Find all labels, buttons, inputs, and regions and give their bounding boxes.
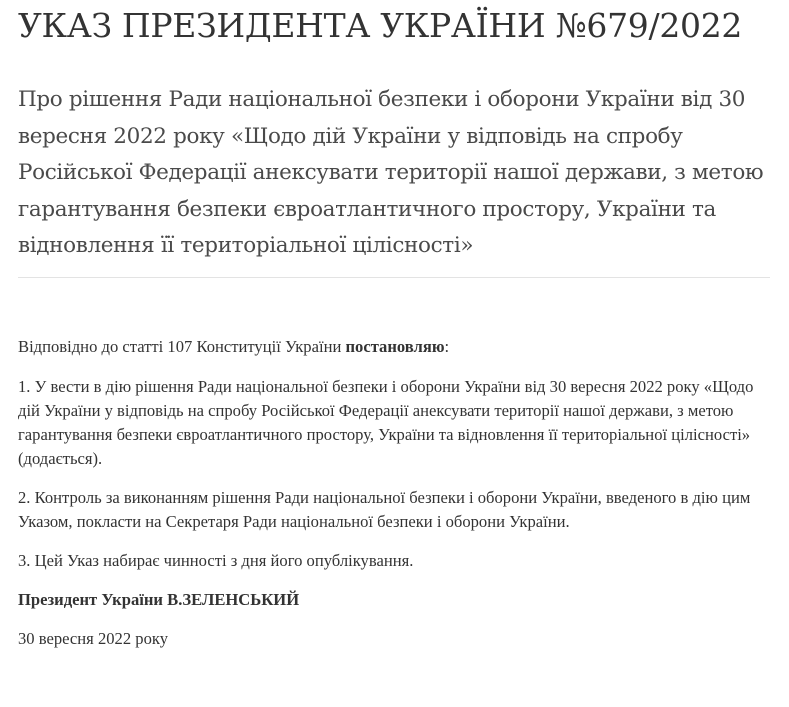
clause-3: 3. Цей Указ набирає чинності з дня його опублікування. [18,551,414,570]
clause-2: 2. Контроль за виконанням рішення Ради національної безпеки і оборони України, введеного в дію цим Указом, покласти на Секретаря Ради національної безпеки і оборони України. [18,488,751,531]
preamble-text: Відповідно до статті 107 Конституції України [18,337,346,356]
preamble-emphasis: постановляю [345,337,445,356]
decree-body [18,335,770,666]
decree-subtitle: Про рішення Ради національної безпеки і оборони України від 30 вересня 2022 року «Щодо дій України у відповідь на спробу Російської Федерації анексувати території нашої держави, з метою гарантування безпеки євроатлантичного простору, України та відновлення її територіальної цілісності» [18,87,764,258]
clause-1: 1. У вести в дію рішення Ради національної безпеки і оборони України від 30 вересня 2022 року «Щодо дій України у відповідь на спробу Російської Федерації анексувати території нашої держави, з метою гарантування безпеки євроатлантичного простору, України та відновлення її територіальної цілісності» (додається). [18,377,754,468]
signature: Президент України В.ЗЕЛЕНСЬКИЙ [18,590,300,609]
preamble-paragraph [18,335,770,359]
decree-date: 30 вересня 2022 року [18,629,169,648]
section-divider [18,277,770,278]
preamble-suffix: : [444,337,450,356]
decree-title: УКАЗ ПРЕЗИДЕНТА УКРАЇНИ №679/2022 [18,6,743,45]
